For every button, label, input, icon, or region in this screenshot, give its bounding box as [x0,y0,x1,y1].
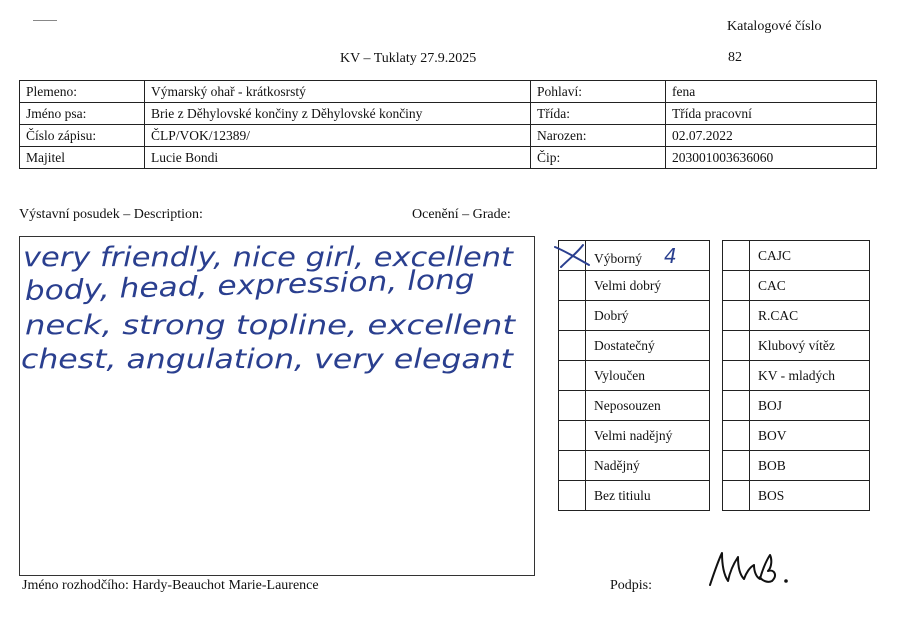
info-value: Třída pracovní [666,103,877,125]
signature-label: Podpis: [610,578,653,593]
info-value: Brie z Děhylovské končiny z Děhylovské končiny [145,103,531,125]
title-checkbox [723,451,750,481]
judge-signature [700,545,800,590]
grade-checkbox [559,301,586,331]
title-option-label: R.CAC [750,301,870,331]
grade-row [559,241,710,271]
info-row [20,125,877,147]
title-option-label: CAC [750,271,870,301]
handwritten-grade-note: 4 [664,243,677,268]
info-row [20,81,877,103]
grade-label-cell [586,421,710,451]
grade-label-cell [586,331,710,361]
title-option-label: BOB [750,451,870,481]
grade-checkbox [559,241,586,271]
grade-row [559,481,710,511]
grade-label-cell [586,271,710,301]
info-row [20,103,877,125]
grade-option-label: Velmi dobrý [594,277,662,293]
title-row [723,481,870,511]
description-line: chest, angulation, very elegant [21,344,515,375]
info-value: 02.07.2022 [666,125,877,147]
title-row [723,301,870,331]
grade-option-label: Velmi nadějný [594,427,673,443]
info-label: Pohlaví: [531,81,666,103]
grade-option-label: Vyloučen [594,367,645,383]
info-value: 203001003636060 [666,147,877,169]
info-label: Číslo zápisu: [20,125,145,147]
info-label: Narozen: [531,125,666,147]
info-label: Třída: [531,103,666,125]
grade-table [558,240,710,511]
info-row [20,147,877,169]
title-option-label: BOV [750,421,870,451]
description-line: very friendly, nice girl, excellent [23,242,515,273]
judge-name: Jméno rozhodčího: Hardy-Beauchot Marie-Laurence [22,578,319,593]
grade-checkbox [559,421,586,451]
info-value: Výmarský ohař - krátkosrstý [145,81,531,103]
grade-row [559,271,710,301]
grade-label: Ocenění – Grade: [412,207,511,222]
title-checkbox [723,241,750,271]
title-row [723,271,870,301]
catalog-number-label: Katalogové číslo [727,19,822,34]
title-checkbox [723,391,750,421]
grade-row [559,391,710,421]
grade-label-cell [586,301,710,331]
grade-checkbox [559,331,586,361]
grade-row [559,421,710,451]
grade-checkbox [559,451,586,481]
title-table [722,240,870,511]
info-value: ČLP/VOK/12389/ [145,125,531,147]
title-checkbox [723,301,750,331]
grade-label-cell [586,391,710,421]
title-option-label: KV - mladých [750,361,870,391]
grade-option-label: Dobrý [594,307,629,323]
grade-label-cell [586,451,710,481]
grade-option-label: Dostatečný [594,337,655,353]
title-checkbox [723,361,750,391]
title-row [723,391,870,421]
title-option-label: BOS [750,481,870,511]
grade-label-cell [586,361,710,391]
title-row [723,451,870,481]
title-row [723,421,870,451]
info-label: Majitel [20,147,145,169]
grade-row [559,451,710,481]
grade-label-cell [586,241,710,271]
grade-label-cell [586,481,710,511]
title-option-label: CAJC [750,241,870,271]
catalog-number-value: 82 [728,50,742,65]
scan-mark [33,20,57,21]
grade-checkbox [559,481,586,511]
info-label: Jméno psa: [20,103,145,125]
grade-checkbox [559,271,586,301]
title-checkbox [723,481,750,511]
grade-option-label: Bez titiulu [594,487,651,503]
description-line: body, head, expression, long [24,265,414,307]
title-row [723,361,870,391]
title-row [723,331,870,361]
grade-checkbox [559,361,586,391]
title-option-label: Klubový vítěz [750,331,870,361]
grade-checkbox [559,391,586,421]
title-option-label: BOJ [750,391,870,421]
info-value: Lucie Bondi [145,147,531,169]
title-row [723,241,870,271]
grade-option-label: Neposouzen [594,397,661,413]
grade-row [559,301,710,331]
handwritten-description [19,236,535,576]
grade-row [559,361,710,391]
dog-info-table [19,80,877,169]
description-label: Výstavní posudek – Description: [19,207,203,222]
title-checkbox [723,271,750,301]
title-checkbox [723,421,750,451]
title-checkbox [723,331,750,361]
info-label: Plemeno: [20,81,145,103]
info-value: fena [666,81,877,103]
description-line: neck, strong topline, excellent [25,310,517,341]
grade-option-label: Výborný [594,250,642,266]
check-mark-icon [553,241,593,269]
grade-row [559,331,710,361]
grade-option-label: Nadějný [594,457,640,473]
show-title: KV – Tuklaty 27.9.2025 [340,51,477,66]
info-label: Čip: [531,147,666,169]
